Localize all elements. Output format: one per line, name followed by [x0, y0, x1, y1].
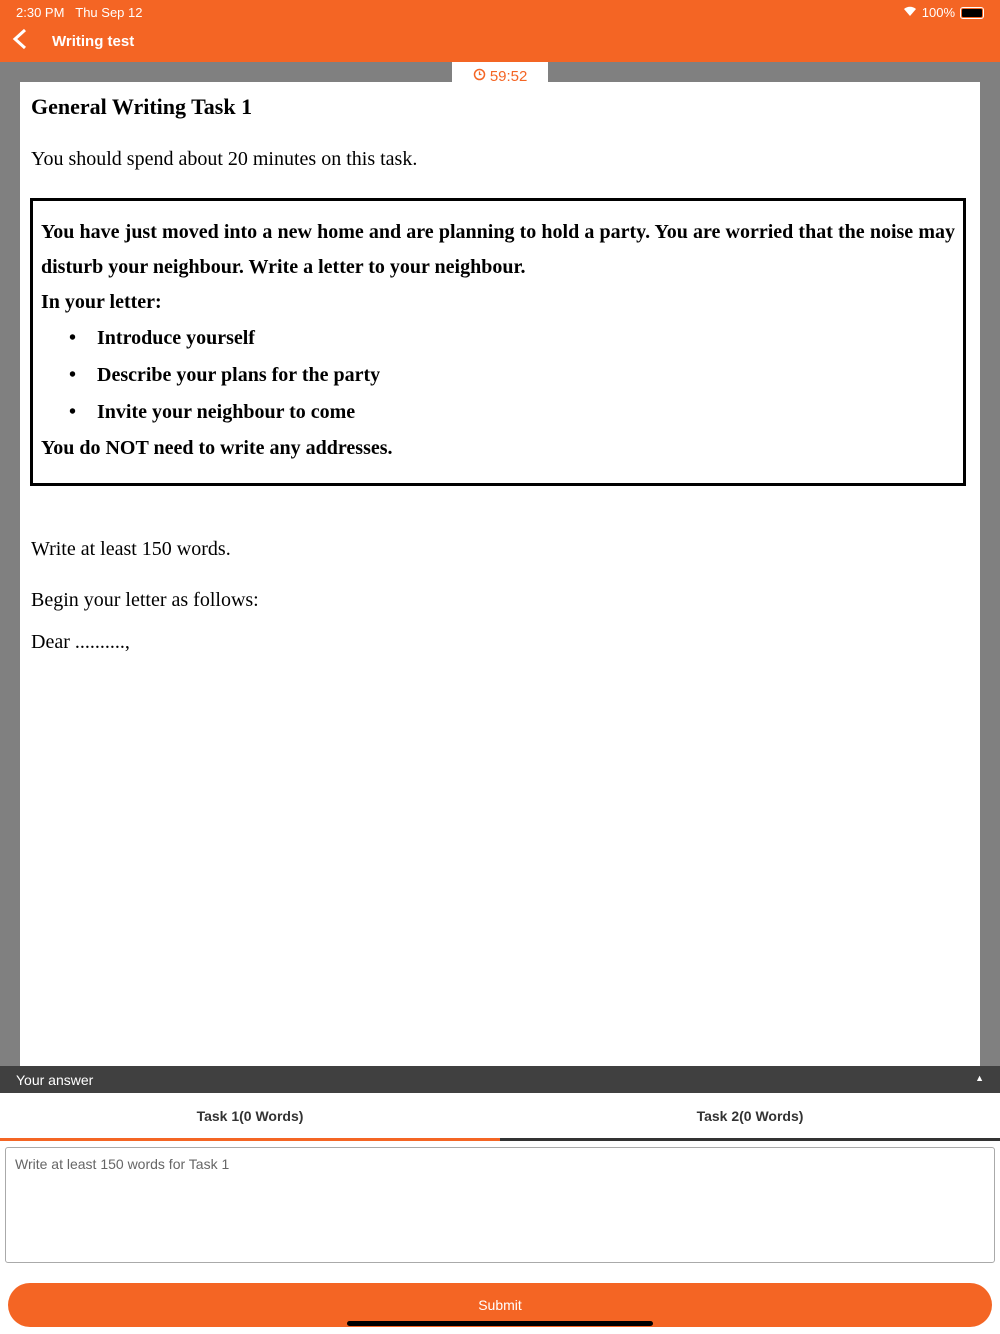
no-address-note: You do NOT need to write any addresses. — [41, 437, 393, 459]
in-letter-label: In your letter: — [41, 291, 162, 313]
time-note: You should spend about 20 minutes on this task. — [31, 148, 418, 170]
status-time — [16, 5, 142, 20]
task-prompt: You have just moved into a new home and are planning to hold a party. You are worried that the noise may disturb your neighbour. Write a letter to your neighbour. — [41, 221, 955, 278]
bullet-item: • Invite your neighbour to come — [69, 394, 955, 431]
tab-task-2[interactable]: Task 2(0 Words) — [500, 1093, 1000, 1141]
answer-panel-toggle[interactable] — [0, 1066, 1000, 1093]
time: 2:30 PM — [16, 5, 65, 20]
page-title: Writing test — [52, 33, 135, 50]
status-icons — [903, 5, 984, 20]
answer-input[interactable] — [5, 1147, 995, 1263]
bullet-list — [69, 320, 955, 431]
clock-icon — [473, 68, 490, 85]
battery-percent: 100% — [921, 5, 955, 20]
begin-note: Begin your letter as follows: — [31, 589, 259, 611]
task-tabs — [0, 1093, 1000, 1141]
date: Thu Sep 12 — [75, 5, 143, 20]
wifi-icon — [903, 5, 917, 20]
home-indicator — [347, 1321, 653, 1326]
timer-value: 59:52 — [489, 68, 528, 85]
bullet-item: • Introduce yourself — [69, 320, 955, 357]
submit-button[interactable]: Submit — [8, 1283, 992, 1327]
caret-up-icon[interactable]: ▲ — [975, 1073, 984, 1083]
app-header — [0, 0, 1000, 62]
task-sheet — [20, 82, 980, 1066]
bullet-item: • Describe your plans for the party — [69, 357, 955, 394]
timer — [452, 62, 548, 90]
min-words-note: Write at least 150 words. — [31, 538, 231, 560]
task-prompt-box — [30, 198, 966, 486]
back-button[interactable] — [12, 28, 28, 54]
answer-label: Your answer — [16, 1072, 94, 1088]
answer-area — [0, 1141, 1000, 1334]
battery-icon — [960, 7, 984, 19]
task-heading: General Writing Task 1 — [31, 94, 253, 119]
tab-task-1[interactable]: Task 1(0 Words) — [0, 1093, 500, 1141]
salutation: Dear .........., — [31, 631, 130, 653]
